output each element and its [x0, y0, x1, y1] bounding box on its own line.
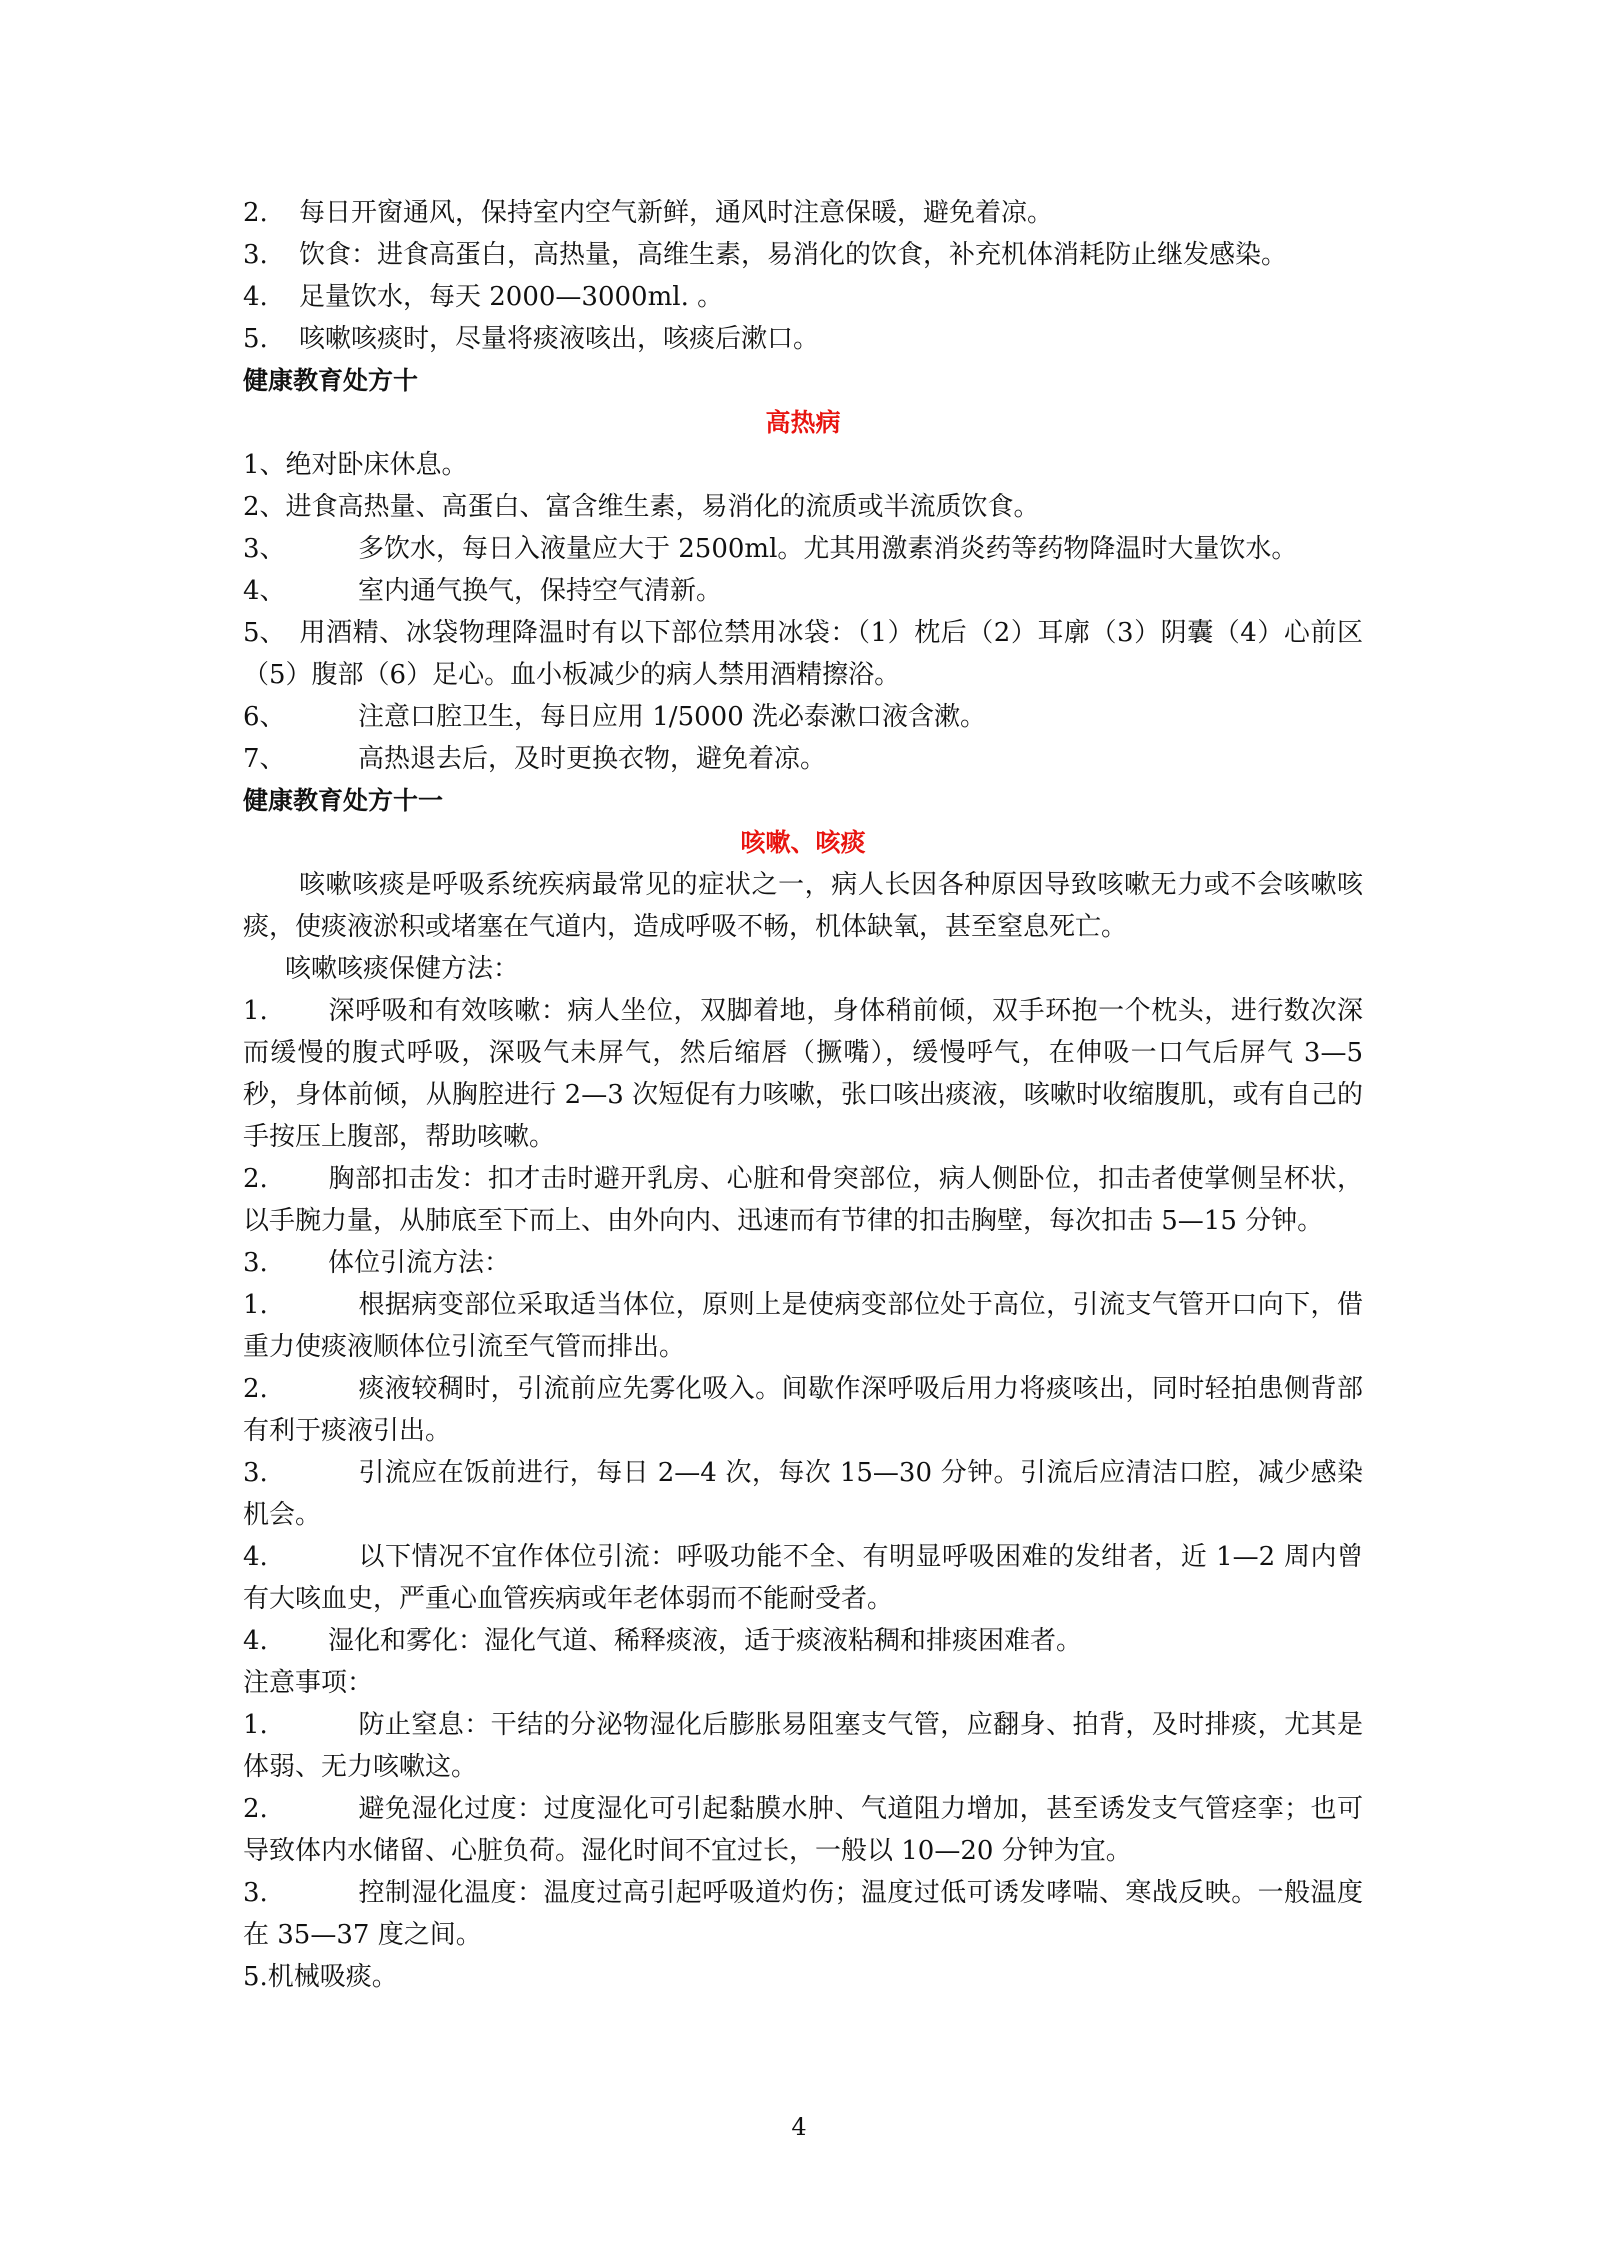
list-item: [243, 1704, 1363, 1788]
item-text: 湿化和雾化：湿化气道、稀释痰液，适于痰液粘稠和排痰困难者。: [328, 1626, 1083, 1656]
item-text: 避免湿化过度：过度湿化可引起黏膜水肿、气道阻力增加，甚至诱发支气管痉挛；也可导致体内水储留、心脏负荷。湿化时间不宜过长，一般以 10—20 分钟为宜。: [243, 1794, 1363, 1866]
item-number: 3.: [243, 1248, 268, 1278]
item-number: 6、: [243, 702, 286, 732]
item-text: 进食高热量、高蛋白、富含维生素，易消化的流质或半流质饮食。: [285, 492, 1040, 522]
list-item: [243, 696, 1363, 738]
item-number: 7、: [243, 744, 286, 774]
item-number: 3.: [243, 1458, 268, 1488]
item-text: 室内通气换气，保持空气清新。: [358, 576, 723, 606]
item-number: 4、: [243, 576, 286, 606]
intro-paragraph: 咳嗽咳痰是呼吸系统疾病最常见的症状之一，病人长因各种原因导致咳嗽无力或不会咳嗽咳痰，使痰液淤积或堵塞在气道内，造成呼吸不畅，机体缺氧，甚至窒息死亡。: [243, 870, 1363, 942]
item-number: 2、: [243, 492, 286, 522]
list-item: [243, 1872, 1363, 1956]
item-text: 以下情况不宜作体位引流：呼吸功能不全、有明显呼吸困难的发绀者，近 1—2 周内曾有大咳血史，严重心血管疾病或年老体弱而不能耐受者。: [243, 1542, 1363, 1614]
item-text: 痰液较稠时，引流前应先雾化吸入。间歇作深呼吸后用力将痰咳出，同时轻拍患侧背部有利于痰液引出。: [243, 1374, 1363, 1446]
item-text: 胸部扣击发：扣才击时避开乳房、心脏和骨突部位，病人侧卧位，扣击者使掌侧呈杯状，以手腕力量，从肺底至下而上、由外向内、迅速而有节律的扣击胸壁，每次扣击 5—15 分钟。: [243, 1164, 1363, 1236]
item-number: 5、: [243, 618, 286, 648]
list-item: [243, 234, 1363, 276]
list-item: [243, 1788, 1363, 1872]
list-item: 5.机械吸痰。: [243, 1962, 398, 1992]
section-subtitle: 高热病: [765, 408, 841, 437]
item-text: 引流应在饭前进行，每日 2—4 次，每次 15—30 分钟。引流后应清洁口腔，减少感染机会。: [243, 1458, 1363, 1530]
item-text: 足量饮水，每天 2000—3000ml. 。: [299, 282, 724, 312]
item-text: 注意口腔卫生，每日应用 1/5000 洗必泰漱口液含漱。: [358, 702, 986, 732]
item-number: 2.: [243, 1164, 268, 1194]
item-text: 饮食：进食高蛋白，高热量，高维生素，易消化的饮食，补充机体消耗防止继发感染。: [299, 240, 1288, 270]
list-item: [243, 1158, 1363, 1242]
item-text: 体位引流方法：: [328, 1248, 511, 1278]
item-number: 5.: [243, 324, 268, 354]
section-heading: 健康教育处方十一: [243, 786, 444, 815]
list-item: [243, 1284, 1363, 1368]
list-item: [243, 486, 1363, 528]
item-text: 深呼吸和有效咳嗽：病人坐位，双脚着地，身体稍前倾，双手环抱一个枕头，进行数次深而缓慢的腹式呼吸，深吸气未屏气，然后缩唇（撅嘴），缓慢呼气，在伸吸一口气后屏气 3—5 秒，身体前倾，从胸腔进行 2—3 次短促有力咳嗽，张口咳出痰液，咳嗽时收缩腹肌，或有自己的手按压上腹部，帮助咳嗽。: [243, 996, 1363, 1152]
list-item: [243, 570, 1363, 612]
list-item: [243, 1620, 1363, 1662]
list-item: [243, 192, 1363, 234]
item-number: 4.: [243, 1626, 268, 1656]
item-text: 防止窒息：干结的分泌物湿化后膨胀易阻塞支气管，应翻身、拍背，及时排痰，尤其是体弱、无力咳嗽这。: [243, 1710, 1363, 1782]
list-item: [243, 1452, 1363, 1536]
list-item: [243, 612, 1363, 696]
item-number: 1.: [243, 1710, 268, 1740]
item-text: 咳嗽咳痰时，尽量将痰液咳出，咳痰后漱口。: [299, 324, 820, 354]
section-subtitle: 咳嗽、咳痰: [740, 828, 866, 857]
item-number: 3.: [243, 1878, 268, 1908]
list-item: [243, 444, 1363, 486]
list-item: [243, 528, 1363, 570]
item-text: 多饮水，每日入液量应大于 2500ml。尤其用激素消炎药等药物降温时大量饮水。: [358, 534, 1298, 564]
item-number: 4.: [243, 1542, 268, 1572]
list-item: [243, 318, 1363, 360]
item-number: 3.: [243, 240, 268, 270]
document-page: [243, 192, 1363, 1998]
page-number: 4: [791, 2113, 807, 2141]
list-item: [243, 1536, 1363, 1620]
item-text: 控制湿化温度：温度过高引起呼吸道灼伤；温度过低可诱发哮喘、寒战反映。一般温度在 35—37 度之间。: [243, 1878, 1363, 1950]
methods-title: 咳嗽咳痰保健方法：: [285, 954, 520, 984]
section-heading: 健康教育处方十: [243, 366, 419, 395]
item-number: 2.: [243, 1794, 268, 1824]
notes-title: 注意事项：: [243, 1668, 374, 1698]
item-text: 用酒精、冰袋物理降温时有以下部位禁用冰袋：（1）枕后（2）耳廓（3）阴囊（4）心前区（5）腹部（6）足心。血小板减少的病人禁用酒精擦浴。: [243, 618, 1363, 690]
item-number: 2.: [243, 1374, 268, 1404]
item-number: 4.: [243, 282, 268, 312]
list-item: [243, 738, 1363, 780]
list-item: [243, 276, 1363, 318]
list-item: [243, 1368, 1363, 1452]
item-number: 3、: [243, 534, 286, 564]
item-number: 1、: [243, 450, 286, 480]
item-number: 1.: [243, 996, 268, 1026]
list-item: [243, 1242, 1363, 1284]
item-text: 绝对卧床休息。: [285, 450, 468, 480]
item-text: 高热退去后，及时更换衣物，避免着凉。: [358, 744, 827, 774]
item-text: 根据病变部位采取适当体位，原则上是使病变部位处于高位，引流支气管开口向下，借重力使痰液顺体位引流至气管而排出。: [243, 1290, 1363, 1362]
item-number: 1.: [243, 1290, 268, 1320]
item-number: 2.: [243, 198, 268, 228]
list-item: [243, 990, 1363, 1158]
item-text: 每日开窗通风，保持室内空气新鲜，通风时注意保暖，避免着凉。: [299, 198, 1054, 228]
